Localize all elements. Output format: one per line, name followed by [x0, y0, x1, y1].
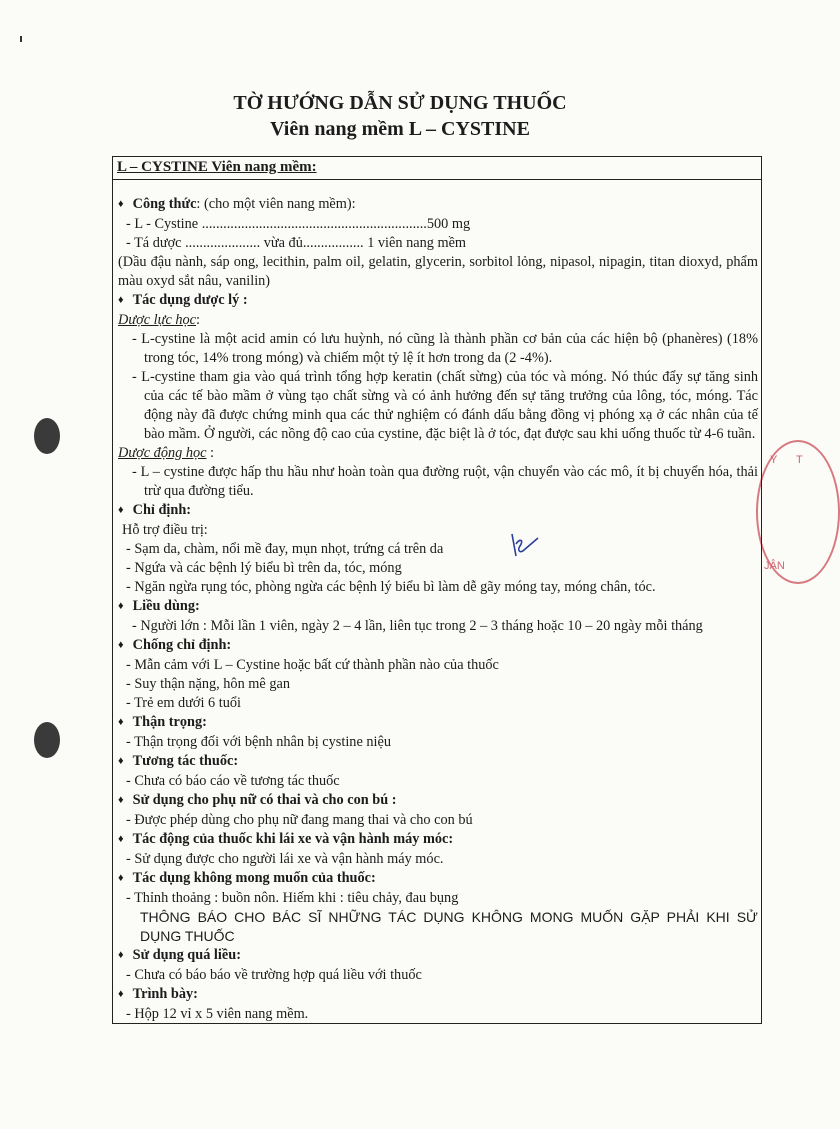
dosage-heading: Liều dùng: [132, 598, 196, 614]
pharmacodynamics-item-1: - L-cystine là một acid amin có lưu huỳnh, nó cũng là thành phần cơ bản của các hiện bộ (phanères) (18% trong tóc, 14% trong móng) và chiếm một tỷ lệ ít hơn trong da (2 -4%).: [132, 331, 758, 366]
presentation-heading: Trình bày: [132, 986, 194, 1002]
pharmacodynamics-label: Dược lực học: [118, 312, 197, 328]
section-formula: [118, 195, 758, 215]
frame-heading-text: L – CYSTINE Viên nang mềm:: [117, 159, 317, 175]
section-contraindications: [118, 636, 758, 656]
pharmacodynamics-colon: :: [196, 312, 200, 328]
caution-text: - Thận trọng đối với bệnh nhân bị cystine niệu: [126, 734, 391, 750]
interactions-text: - Chưa có báo cáo về tương tác thuốc: [126, 773, 340, 789]
presentation-colon: :: [193, 986, 198, 1002]
section-interactions: [118, 752, 758, 772]
indications-heading: Chỉ định: [132, 502, 187, 518]
section-caution: [118, 713, 758, 733]
dosage-colon: :: [195, 598, 200, 614]
side-effects-text: - Thỉnh thoảng : buồn nôn. Hiếm khi : tiêu chảy, đau bụng: [126, 890, 459, 906]
driving-text: - Sử dụng được cho người lái xe và vận hành máy móc.: [126, 851, 444, 867]
section-presentation: [118, 985, 758, 1005]
pharmacokinetics-item-1: - L – cystine được hấp thu hầu như hoàn toàn qua đường ruột, vận chuyển vào các mô, ít bị chuyển hóa, thải trừ qua đường tiểu.: [132, 464, 758, 499]
indication-item: - Sạm da, chàm, nổi mề đay, mụn nhọt, trứng cá trên da: [126, 541, 444, 557]
pregnancy-text: - Được phép dùng cho phụ nữ đang mang thai và cho con bú: [126, 812, 473, 828]
pharmacodynamics-item-2: - L-cystine tham gia vào quá trình tổng hợp keratin (chất sừng) của tóc và móng. Nó thúc đẩy sự tăng sinh của các tế bào mầm ở vùng tạo chất sừng và có ảnh hưởng đến sự tăng trưởng của lông, tóc, móng. Tác động này đã được chứng minh qua các thử nghiệm có đánh dấu bằng đồng vị phóng xạ ở các nhân của tế bào mầm. Ở người, các nồng độ cao của cystine, đặc biệt là ở tóc, đạt được sau khi uống thuốc từ 4-6 tuần.: [132, 369, 758, 442]
overdose-text: - Chưa có báo báo về trường hợp quá liều với thuốc: [126, 967, 422, 983]
overdose-colon: :: [236, 947, 241, 963]
contraindication-item: - Suy thận nặng, hôn mê gan: [126, 676, 290, 692]
punch-hole-top: [34, 418, 60, 454]
indication-item: - Ngăn ngừa rụng tóc, phòng ngừa các bệnh lý biểu bì làm dễ gãy móng tay, móng chân, tóc.: [126, 579, 656, 595]
section-driving: ♦ Tác động của thuốc khi lái xe và vận hành máy móc:: [118, 830, 758, 850]
formula-note: : (cho một viên nang mềm):: [196, 196, 356, 212]
contraindication-item: - Mẫn cảm với L – Cystine hoặc bất cứ thành phần nào của thuốc: [126, 657, 499, 673]
section-overdose: [118, 946, 758, 966]
formula-excipients: (Dầu đậu nành, sáp ong, lecithin, palm oil, gelatin, glycerin, sorbitol lỏng, nipasol, nipagin, titan dioxyd, phẩm màu oxyd sắt nâu, vanilin): [118, 254, 758, 289]
section-pregnancy: ♦ Sử dụng cho phụ nữ có thai và cho con bú :: [118, 791, 758, 811]
interactions-heading: Tương tác thuốc: [132, 753, 234, 769]
stamp-text-top: Y T: [770, 454, 811, 466]
contraindication-item: - Trẻ em dưới 6 tuổi: [126, 695, 241, 711]
punch-hole-bottom: [34, 722, 60, 758]
formula-line-1: - L - Cystine ...............................................................500 mg: [126, 216, 471, 232]
section-side-effects: ♦ Tác dụng không mong muốn của thuốc:: [118, 869, 758, 889]
formula-heading: Công thức: [132, 196, 197, 212]
contraindications-heading: Chống chỉ định: [132, 637, 227, 653]
frame-heading: [113, 157, 761, 180]
formula-line-2: - Tá dược ..................... vừa đủ................. 1 viên nang mềm: [126, 235, 467, 251]
red-stamp: [756, 440, 840, 584]
indications-support: Hỗ trợ điều trị:: [122, 522, 208, 538]
presentation-text: - Hộp 12 vỉ x 5 viên nang mềm.: [126, 1006, 309, 1022]
indications-colon: :: [186, 502, 192, 518]
caution-colon: :: [202, 714, 207, 730]
section-dosage: [118, 597, 758, 617]
section-pharmacology: ♦ Tác dụng dược lý :: [118, 291, 758, 311]
indication-item: - Ngứa và các bệnh lý biểu bì trên da, tóc, móng: [126, 560, 402, 576]
document-body: [118, 195, 758, 1024]
contraindications-colon: :: [226, 637, 232, 653]
document-title: TỜ HƯỚNG DẪN SỬ DỤNG THUỐC: [233, 92, 567, 114]
interactions-colon: :: [233, 753, 239, 769]
side-effects-notice: THÔNG BÁO CHO BÁC SĨ NHỮNG TÁC DỤNG KHÔNG MONG MUỐN GẶP PHẢI KHI SỬ DỤNG THUỐC: [140, 909, 758, 944]
overdose-heading: Sử dụng quá liều: [132, 947, 237, 963]
section-indications: [118, 501, 758, 521]
dosage-text: - Người lớn : Mỗi lần 1 viên, ngày 2 – 4 lần, liên tục trong 2 – 3 tháng hoặc 10 – 20 ngày mỗi tháng: [132, 618, 703, 634]
stamp-text-bottom: JÂN: [764, 560, 785, 572]
caution-heading: Thận trọng: [132, 714, 203, 730]
pharmacokinetics-label: Dược động học: [118, 445, 207, 461]
scan-speck: [20, 36, 22, 42]
pharmacokinetics-colon: :: [206, 445, 215, 461]
document-subtitle: Viên nang mềm L – CYSTINE: [270, 118, 530, 140]
